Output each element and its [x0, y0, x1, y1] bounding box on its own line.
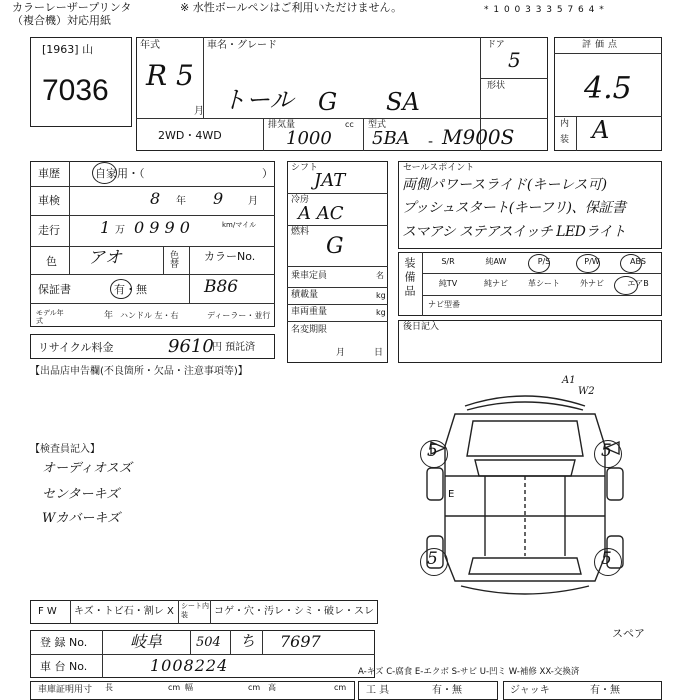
- tools-value: 有・無: [432, 685, 462, 696]
- grade-value-2: SA: [386, 88, 420, 116]
- inspector-note-1: オーディオスズ: [42, 461, 132, 476]
- mileage-rest: 0 9 9 0: [134, 218, 190, 237]
- load-unit: kg: [376, 291, 386, 300]
- name-value: トール: [222, 86, 294, 114]
- evaluation-score: 4.5: [584, 71, 632, 106]
- model-dash: -: [428, 134, 434, 150]
- door-value: 5: [508, 48, 521, 72]
- airbag-circle-mark: [614, 276, 638, 295]
- handle-label: ハンドル 左・右: [120, 311, 179, 320]
- model-label: 型式: [368, 120, 387, 130]
- shift-value: JAT: [314, 170, 346, 191]
- tire-mark-rear-left: 5: [427, 549, 438, 569]
- model-value: 5BA: [372, 128, 410, 149]
- color-change-label: 色替: [168, 250, 178, 268]
- damage-legend: A-キズ C-腐食 E-エクボ S-サビ U-凹ミ W-補修 XX-交換済: [358, 667, 580, 677]
- seat-text: コゲ・穴・汚レ・シミ・破レ・スレ: [214, 606, 374, 617]
- registration-number: 7697: [280, 632, 321, 651]
- history-label: 車歴: [38, 167, 60, 180]
- capacity-unit: 名: [376, 271, 384, 280]
- inspection-month: 9: [213, 189, 224, 208]
- year-value: R 5: [146, 59, 194, 92]
- drive-label: 2WD・4WD: [158, 129, 222, 142]
- equipment-item: P/W: [584, 257, 600, 266]
- fw-text: キズ・トビ石・割レ X: [74, 606, 174, 617]
- capacity-label: 乗車定員: [291, 271, 328, 281]
- equipment-item: 純ナビ: [484, 279, 508, 288]
- garage-cert-label: 車庫証明用寸: [38, 685, 93, 695]
- registration-class: 504: [196, 635, 221, 650]
- ac-value: A AC: [298, 203, 344, 224]
- shape-label: 形状: [487, 81, 506, 91]
- recycle-unit: 円 預託済: [212, 342, 256, 353]
- garage-cert-width-unit: cm: [248, 683, 261, 692]
- fuel-label: 燃料: [291, 227, 310, 237]
- mileage-label: 走行: [38, 224, 60, 237]
- month-label: 月: [194, 106, 204, 117]
- load-label: 積載量: [291, 290, 319, 300]
- equipment-item: エアB: [627, 279, 649, 288]
- model-year-unit: 年: [104, 311, 114, 321]
- inspector-notes-label: 【検査員記入】: [30, 444, 100, 455]
- shift-label: シフト: [291, 163, 319, 173]
- garage-cert-length-unit: cm: [168, 683, 181, 692]
- printer-note: カラーレーザープリンタ: [12, 1, 132, 14]
- dealer-label: ディーラー・並行: [207, 311, 271, 320]
- garage-cert-length: 長: [105, 683, 113, 692]
- garage-cert-height: 高: [268, 683, 276, 692]
- model-year-label: モデル年式: [36, 309, 64, 325]
- seat-label: シート内装: [181, 602, 209, 619]
- color-no-label: カラーNo.: [204, 250, 256, 263]
- chassis-value: 1008224: [150, 656, 229, 675]
- ac-label: 冷房: [291, 195, 310, 205]
- reg-expiry-day: 日: [374, 348, 384, 358]
- garage-cert-width: 幅: [185, 683, 193, 692]
- abs-circle-mark: [620, 254, 642, 273]
- warranty-value: 有・無: [114, 283, 147, 296]
- spare-label: スペア: [612, 627, 645, 640]
- door-label: ドア: [487, 40, 505, 50]
- displacement-value: 1000: [286, 128, 332, 149]
- interior-label-2: 装: [560, 135, 570, 145]
- damage-mark-e: E: [448, 489, 455, 500]
- lot-number: 7036: [42, 74, 109, 107]
- history-close: ）: [262, 167, 273, 180]
- inspection-year-unit: 年: [176, 196, 186, 207]
- rear-notes-label: 後日記入: [403, 322, 440, 332]
- equipment-item: 革シート: [528, 279, 560, 288]
- seller-notes-label: 【出品店申告欄(不良箇所・欠品・注意事項等)】: [30, 366, 248, 377]
- mileage-man: 1: [100, 218, 111, 237]
- interior-label: 内: [560, 119, 570, 129]
- tire-mark-front-left: 5: [427, 441, 438, 461]
- inspection-label: 車検: [38, 194, 60, 207]
- inspector-note-2: センターキズ: [42, 487, 120, 502]
- equipment-item: S/R: [441, 257, 455, 266]
- pw-circle-mark: [576, 254, 600, 273]
- reg-expiry-month: 月: [336, 348, 346, 358]
- inspector-note-3: Wカバーキズ: [42, 511, 121, 526]
- mileage-man-unit: 万: [115, 225, 125, 236]
- serial-number: * 1 0 0 3 3 3 5 7 6 4 *: [484, 5, 605, 15]
- evaluation-label: 評価点: [582, 40, 622, 50]
- warranty-label: 保証書: [38, 283, 71, 296]
- inspection-year: 8: [150, 189, 161, 208]
- displacement-label: 排気量: [268, 120, 296, 130]
- car-diagram: [395, 376, 655, 616]
- name-grade-label: 車名・グレード: [207, 40, 277, 51]
- registration-label: 登 録 No.: [40, 636, 88, 649]
- sales-points-label: セールスポイント: [403, 163, 475, 173]
- history-value: 自家用・（: [95, 167, 145, 180]
- fuel-value: G: [326, 234, 344, 259]
- color-no-value: B86: [204, 277, 239, 297]
- displacement-unit: cc: [345, 120, 354, 129]
- color-value: アオ: [88, 248, 122, 268]
- interior-value: A: [592, 116, 610, 144]
- recycle-value: 9610: [168, 336, 214, 357]
- garage-cert-height-unit: cm: [334, 683, 347, 692]
- pen-warning: ※ 水性ボールペンはご利用いただけません。: [180, 1, 403, 14]
- registration-kana: ち: [240, 632, 256, 650]
- inspection-month-unit: 月: [248, 196, 258, 207]
- weight-unit: kg: [376, 308, 386, 317]
- sales-point-line-1: 両側パワースライド(キーレス可): [402, 177, 608, 193]
- color-label: 色: [46, 255, 57, 268]
- printer-note-2: （複合機）対応用紙: [12, 14, 111, 27]
- equipment-item: ABS: [630, 257, 646, 266]
- equipment-item: 外ナビ: [580, 279, 604, 288]
- weight-label: 車両重量: [291, 307, 328, 317]
- damage-mark-a1: A1: [562, 375, 576, 386]
- tire-mark-front-right: 5: [601, 441, 612, 461]
- grade-value: G: [318, 88, 338, 116]
- damage-mark-w2: W2: [578, 386, 595, 397]
- jack-label: ジャッキ: [510, 685, 550, 696]
- equipment-label: 装備品: [403, 257, 416, 299]
- equipment-item: 純AW: [485, 257, 507, 266]
- mileage-unit: km/マイル: [222, 221, 257, 229]
- tools-label: 工 具: [366, 685, 390, 696]
- recycle-label: リサイクル料金: [38, 341, 114, 354]
- registration-city: 岐阜: [130, 632, 163, 651]
- model-value-2: M900S: [442, 125, 515, 149]
- ps-circle-mark: [528, 254, 550, 273]
- sales-point-line-2: プッシュスタート(キーフリ)、保証書: [402, 200, 626, 216]
- equipment-item: 純TV: [438, 279, 458, 288]
- tire-mark-rear-right: 5: [601, 549, 612, 569]
- chassis-label: 車 台 No.: [40, 660, 88, 673]
- year-label: 年式: [140, 40, 160, 51]
- fw-label: F W: [38, 606, 57, 617]
- jack-value: 有・無: [590, 685, 620, 696]
- sales-point-line-3: スマアシ ステアスイッチ LEDライト: [402, 224, 626, 240]
- lot-bracket-label: [1963] 山: [42, 43, 94, 56]
- equipment-item: P/S: [537, 257, 551, 266]
- navi-label: ナビ型番: [428, 300, 460, 309]
- reg-expiry-label: 名変期限: [291, 325, 328, 335]
